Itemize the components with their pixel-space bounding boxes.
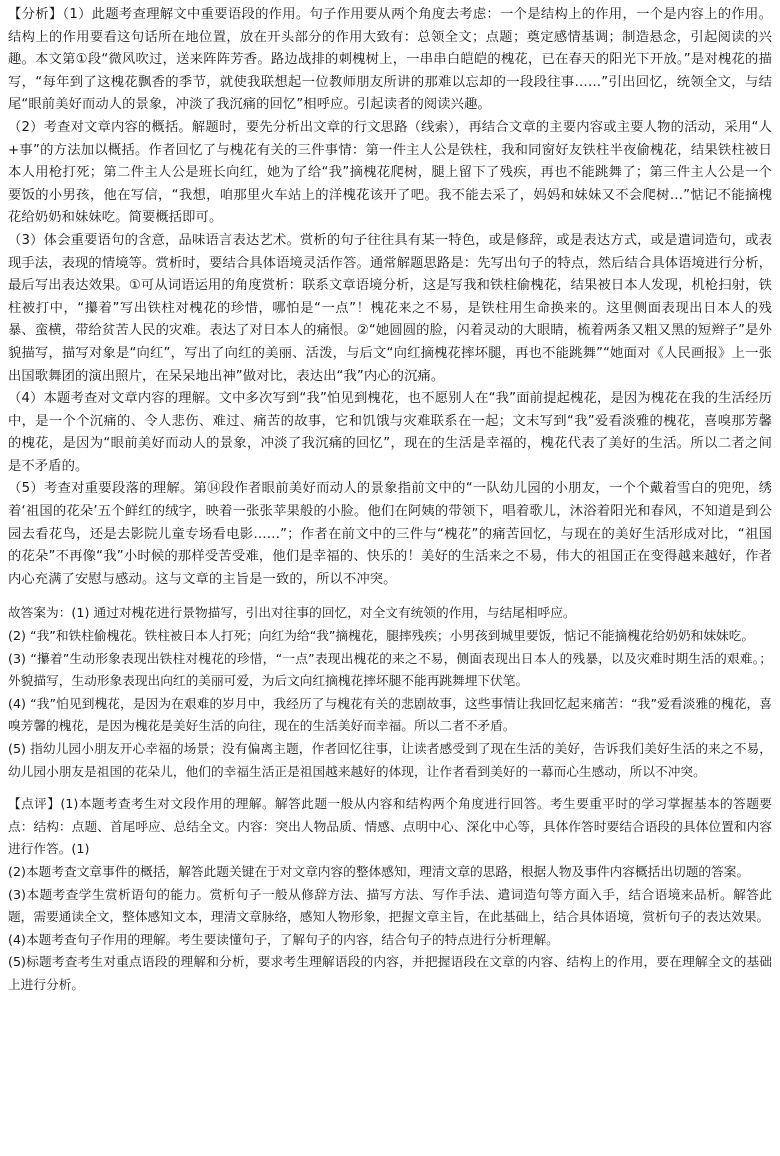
analysis-paragraph-3: （3）体会重要语句的含意，品味语言表达艺术。赏析的句子往往具有某一特色，或是修辞，或是表达方式，或是遣词造句，或表现手法，表现的情境等。赏析时，要结合具体语境灵活作答。通常解题思路是：先写出句子的特点，然后结合具体语境进行分析，最后写出表达效果。①可从词语运用的角度赏析：联系文章语境分析，这是写我和铁柱偷槐花，结果被日本人发现，机枪扫射，铁柱被打中，“攥着”写出铁柱对槐花的珍惜，哪怕是“一点”！槐花来之不易，是铁柱用生命换来的。这里侧面表现出日本人的残暴、蛮横，带给贫苦人民的灾难。表达了对日本人的痛恨。②“她圆圆的脸，闪着灵动的大眼睛，梳着两条又粗又黑的短辫子”是外貌描写，描写对象是“向红”，写出了向红的美丽、活泼，与后文“向红摘槐花摔坏腿，再也不能跳舞”“她面对《人民画报》上一张出国歌舞团的演出照片，在呆呆地出神”做对比，表达出“我”内心的沉痛。	[8, 232, 772, 384]
review-section	[8, 793, 772, 996]
answer-item-3: (3) “攥着”生动形象表现出铁柱对槐花的珍惜，“一点”表现出槐花的来之不易，侧面表现出日本人的残暴，以及灾难时期生活的艰难。；外貌描写，生动形象表现出向红的美丽可爱，为后文向红摘槐花摔坏腿不能再跳舞埋下伏笔。	[8, 650, 772, 689]
review-item-5: (5)标题考查考生对重点语段的理解和分析，要求考生理解语段的内容，并把握语段在文章的内容、结构上的作用，要在理解全文的基础上进行分析。	[8, 954, 772, 992]
section-spacer	[8, 783, 772, 793]
analysis-section	[8, 4, 772, 591]
section-spacer	[8, 591, 772, 602]
review-item-4: (4)本题考查句子作用的理解。考生要读懂句子，了解句子的内容，结合句子的特点进行分析理解。	[8, 931, 559, 947]
analysis-paragraph-4: （4）本题考查对文章内容的理解。文中多次写到“我”怕见到槐花，也不愿别人在“我”面前提起槐花，是因为槐花在我的生活经历中，是一个个沉痛的、令人悲伤、难过、痛苦的故事，它和饥饿与灾难联系在一起；文末写到“我”爱看淡雅的槐花，喜嗅那芳馨的槐花，是因为“眼前美好而动人的景象，冲淡了我沉痛的回忆”，现在的生活是幸福的，槐花代表了美好的生活。所以二者之间是不矛盾的。	[8, 391, 772, 474]
analysis-paragraph-1: 【分析】（1）此题考查理解文中重要语段的作用。句子作用要从两个角度去考虑：一个是结构上的作用，一个是内容上的作用。结构上的作用要看这句话所在地位置，放在开头部分的作用大致有：总领全文；点题；奠定感情基调；制造悬念，引起阅读的兴趣。本文第①段“微风吹过，送来阵阵芳香。路边战排的刺槐树上，一串串白皑皑的槐花，已在春天的阳光下开放。”是对槐花的描写，“每年到了这槐花飘香的季节，就使我联想起一位教师朋友所讲的那难以忘却的一段段往事……”引出回忆，统领全文，与结尾“眼前美好而动人的景象，冲淡了我沉痛的回忆”相呼应。引起读者的阅读兴趣。	[8, 7, 772, 113]
answer-item-2: (2) “我”和铁柱偷槐花。铁柱被日本人打死；向红为给“我”摘槐花，腿摔残疾；小男孩到城里要饭，惦记不能摘槐花给奶奶和妹妹吃。	[8, 628, 755, 644]
answer-item-4: (4) “我”怕见到槐花，是因为在艰难的岁月中，我经历了与槐花有关的悲剧故事，这些事情让我回忆起来痛苦：“我”爱看淡雅的槐花，喜嗅芳馨的槐花，是因为槐花是美好生活的向往，现在的生活美好而幸福。所以二者不矛盾。	[8, 695, 772, 734]
review-item-3: (3)本题考查学生赏析语句的能力。赏析句子一般从修辞方法、描写方法、写作手法、遣词造句等方面入手，结合语境来品析。解答此题，需要通读全文，整体感知文本，理清文章脉络，感知人物形象，把握文章主旨，在此基础上，结合具体语境，赏析句子的表达效果。	[8, 886, 772, 925]
analysis-paragraph-5: （5）考查对重要段落的理解。第⑭段作者眼前美好而动人的景象指前文中的“一队幼儿园的小朋友，一个个戴着雪白的兜兜，绣着‘祖国的花朵’五个鲜红的绒字，映着一张张苹果般的小脸。他们在阿姨的带领下，唱着歌儿，沐浴着阳光和春风，不知道是到公园去看花鸟，还是去影院儿童专场看电影……”；作者在前文中的三件与“槐花”的痛苦回忆，与现在的美好生活形成对比，“祖国的花朵”不再像“我”小时候的那样受苦受难，他们是幸福的、快乐的！美好的生活来之不易，伟大的祖国正在变得越来越好，作者内心充满了安慰与感动。这与文章的主旨是一致的，所以不冲突。	[8, 481, 772, 587]
review-item-1: 【点评】(1)本题考查考生对文段作用的理解。解答此题一般从内容和结构两个角度进行回答。考生要重平时的学习掌握基本的答题要点：结构：点题、首尾呼应、总结全文。内容：突出人物品质、情感、点明中心、深化中心等，具体作答时要结合语段的具体位置和内容进行作答。(1)	[8, 796, 772, 857]
answers-section	[8, 602, 772, 783]
review-item-2: (2)本题考查文章事件的概括，解答此题关键在于对文章内容的整体感知，理清文章的思路，根据人物及事件内容概括出切题的答案。	[8, 863, 750, 879]
answer-item-1: 故答案为：(1) 通过对槐花进行景物描写，引出对往事的回忆，对全文有统领的作用，与结尾相呼应。	[8, 605, 576, 621]
analysis-paragraph-2: （2）考查对文章内容的概括。解题时，要先分析出文章的行文思路（线索），再结合文章的主要内容或主要人物的活动，采用“人+事”的方法加以概括。作者回忆了与槐花有关的三件事情：第一件主人公是铁柱，我和同窗好友铁柱半夜偷槐花，结果铁柱被日本人用枪打死；第二件主人公是班长向红，她为了给“我”摘槐花爬树，腿上留下了残疾，再也不能跳舞了；第三件主人公是一个要饭的小男孩，他在写信，“我想，咱那里火车站上的洋槐花该开了吧。我不能去采了，妈妈和妹妹又不会爬树…”惦记不能摘槐花给奶奶和妹妹吃。简要概括即可。	[8, 119, 772, 226]
answer-item-5: (5) 指幼儿园小朋友开心幸福的场景；没有偏离主题，作者回忆往事，让读者感受到了现在生活的美好，告诉我们美好生活的来之不易，幼儿园小朋友是祖国的花朵儿，他们的幸福生活正是祖国越来越好的体现，让作者看到美好的一幕而心生感动，所以不冲突。	[8, 741, 772, 779]
